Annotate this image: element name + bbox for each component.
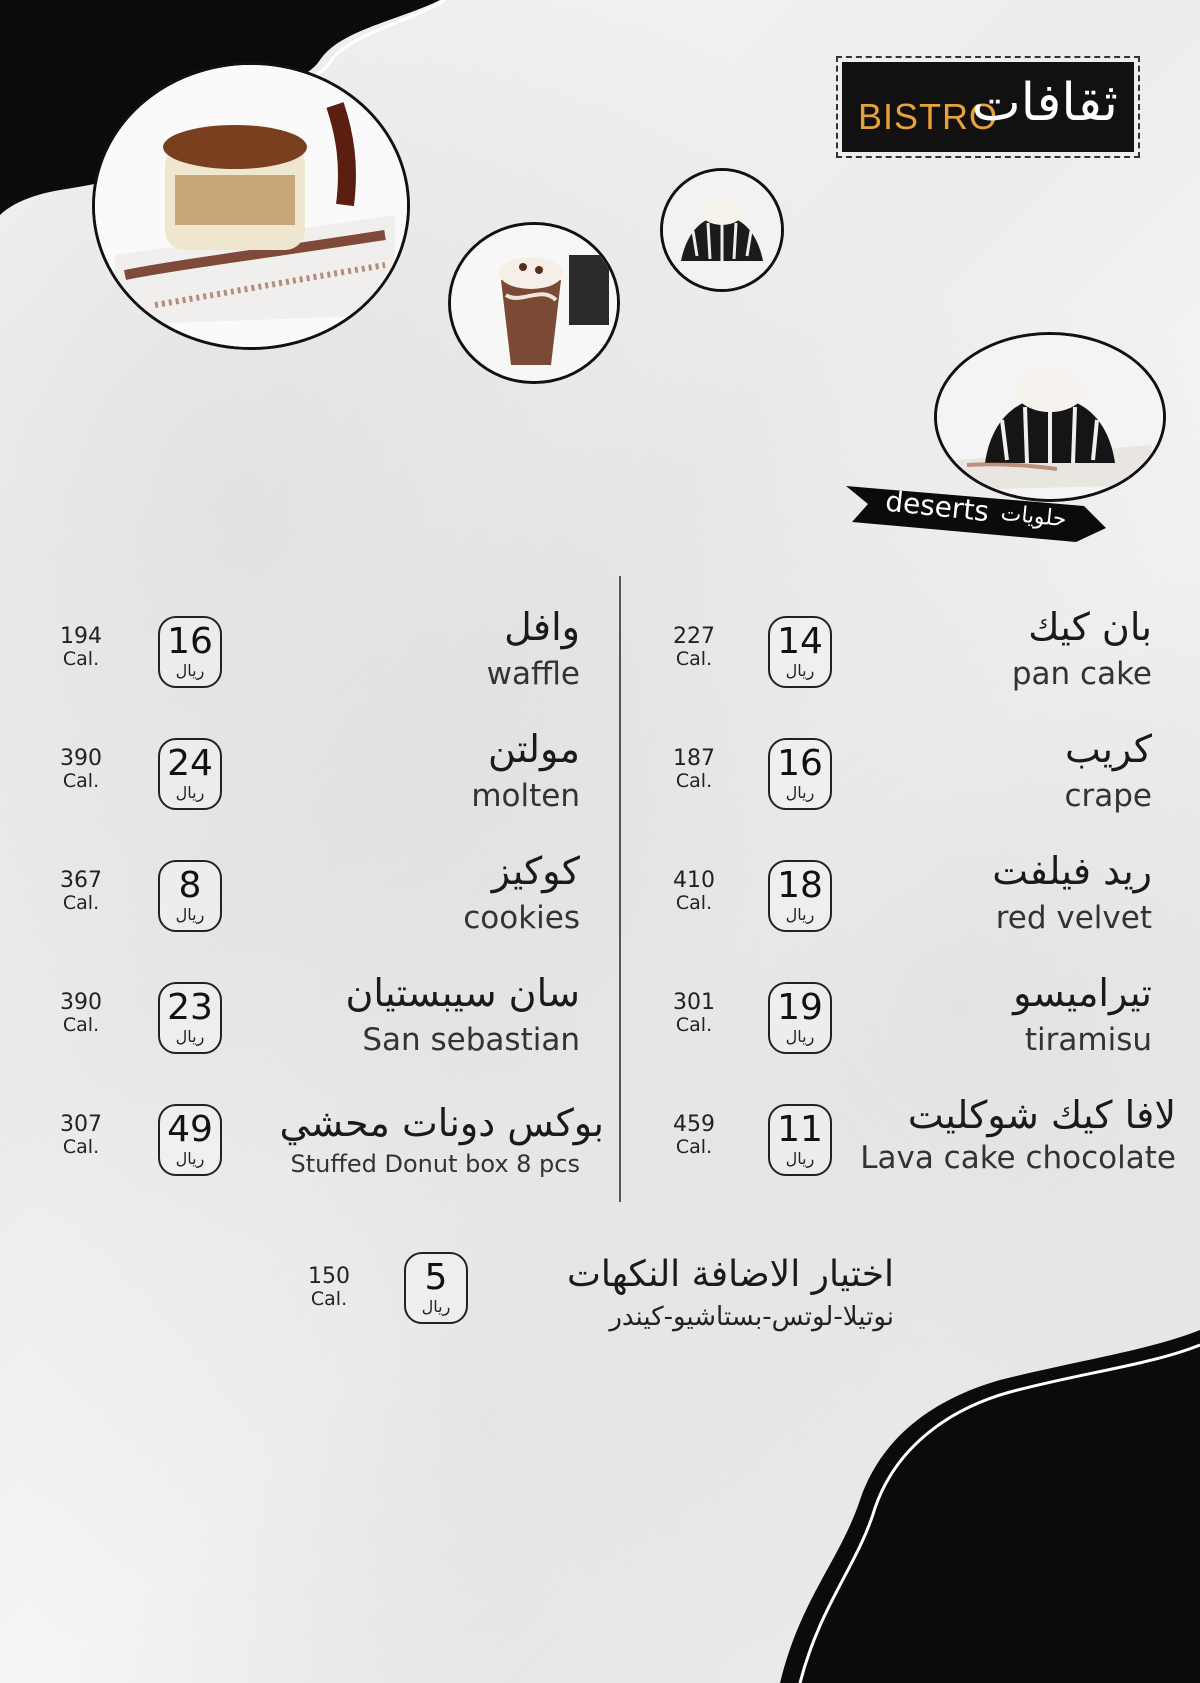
- addon-item: [480, 1250, 894, 1350]
- logo-panel: [842, 62, 1134, 152]
- item-name-english: San sebastian: [362, 1022, 580, 1058]
- price-badge: [404, 1252, 468, 1324]
- price-value: 19: [777, 987, 823, 1028]
- calorie-unit: Cal.: [62, 1136, 100, 1158]
- calorie-unit: Cal.: [675, 770, 713, 792]
- calorie-count: [46, 992, 116, 1036]
- item-name-english: molten: [471, 778, 580, 814]
- price-currency: ريال: [421, 1297, 451, 1316]
- price-value: 5: [424, 1257, 448, 1298]
- item-name-english: waffle: [486, 656, 580, 692]
- calorie-count: [659, 1114, 729, 1158]
- price-value: 16: [777, 743, 823, 784]
- calorie-count: [46, 748, 116, 792]
- price-value: 23: [167, 987, 213, 1028]
- price-value: 24: [167, 743, 213, 784]
- price-badge: [768, 860, 832, 932]
- section-title-english: deserts: [883, 484, 991, 528]
- item-name-arabic: كوكيز: [491, 849, 580, 893]
- menu-item-name: [836, 1090, 1176, 1190]
- menu-item-name: [240, 1098, 604, 1198]
- addon-flavors: نوتيلا-لوتس-بستاشيو-كيندر: [609, 1302, 894, 1332]
- menu-item-name: [240, 724, 580, 824]
- tiramisu-illustration: [95, 65, 407, 347]
- price-currency: ريال: [175, 783, 205, 802]
- calorie-value: 390: [60, 746, 102, 771]
- item-name-arabic: بوكس دونات محشي: [279, 1101, 604, 1145]
- price-currency: ريال: [785, 1149, 815, 1168]
- calorie-count: [659, 870, 729, 914]
- item-name-arabic: بان كيك: [1028, 605, 1152, 649]
- calorie-unit: Cal.: [62, 892, 100, 914]
- item-name-arabic: ريد فيلفت: [992, 849, 1152, 893]
- calorie-value: 301: [673, 990, 715, 1015]
- item-name-english: Lava cake chocolate: [860, 1140, 1176, 1176]
- price-value: 16: [167, 621, 213, 662]
- item-name-arabic: تيراميسو: [1013, 971, 1152, 1015]
- calorie-unit: Cal.: [62, 648, 100, 670]
- calorie-value: 227: [673, 624, 715, 649]
- bundt-cake-large-illustration: [937, 335, 1163, 499]
- price-badge: [158, 982, 222, 1054]
- addon-title: اختيار الاضافة النكهات: [567, 1254, 894, 1295]
- milkshake-photo: [448, 222, 620, 384]
- price-badge: [158, 616, 222, 688]
- tiramisu-photo: [92, 62, 410, 350]
- item-name-arabic: سان سيبستيان: [345, 971, 580, 1015]
- milkshake-illustration: [451, 225, 617, 381]
- section-title-arabic: حلويات: [999, 500, 1068, 532]
- calorie-count: [294, 1266, 364, 1310]
- section-ribbon: [846, 478, 1106, 542]
- calorie-unit: Cal.: [675, 1014, 713, 1036]
- calorie-unit: Cal.: [62, 770, 100, 792]
- calorie-value: 307: [60, 1112, 102, 1137]
- price-currency: ريال: [785, 783, 815, 802]
- calorie-unit: Cal.: [675, 892, 713, 914]
- calorie-unit: Cal.: [62, 1014, 100, 1036]
- bistro-logo: [836, 56, 1140, 158]
- calorie-value: 410: [673, 868, 715, 893]
- price-badge: [158, 1104, 222, 1176]
- price-badge: [768, 1104, 832, 1176]
- calorie-count: [659, 626, 729, 670]
- price-value: 49: [167, 1109, 213, 1150]
- calorie-unit: Cal.: [675, 648, 713, 670]
- calorie-value: 459: [673, 1112, 715, 1137]
- bundt-cake-small-photo: [660, 168, 784, 292]
- price-currency: ريال: [785, 1027, 815, 1046]
- calorie-value: 150: [308, 1264, 350, 1289]
- item-name-arabic: مولتن: [488, 727, 580, 771]
- price-badge: [768, 616, 832, 688]
- item-name-arabic: وافل: [504, 605, 580, 649]
- price-badge: [768, 738, 832, 810]
- calorie-count: [46, 1114, 116, 1158]
- calorie-unit: Cal.: [310, 1288, 348, 1310]
- item-name-english: crape: [1064, 778, 1152, 814]
- price-currency: ريال: [175, 1027, 205, 1046]
- menu-item-name: [240, 846, 580, 946]
- calorie-unit: Cal.: [675, 1136, 713, 1158]
- price-value: 18: [777, 865, 823, 906]
- price-badge: [158, 860, 222, 932]
- logo-word: BISTRO: [858, 96, 999, 137]
- calorie-value: 367: [60, 868, 102, 893]
- column-divider: [619, 576, 621, 1202]
- calorie-value: 187: [673, 746, 715, 771]
- price-currency: ريال: [175, 661, 205, 680]
- price-currency: ريال: [175, 1149, 205, 1168]
- calorie-count: [659, 992, 729, 1036]
- price-badge: [768, 982, 832, 1054]
- calorie-count: [46, 626, 116, 670]
- menu-item-name: [240, 602, 580, 702]
- calorie-count: [659, 748, 729, 792]
- item-name-arabic: كريب: [1065, 727, 1152, 771]
- price-badge: [158, 738, 222, 810]
- item-name-arabic: لافا كيك شوكليت: [907, 1093, 1176, 1137]
- logo-arabic: ثقافات: [971, 73, 1118, 133]
- item-name-english: red velvet: [995, 900, 1152, 936]
- calorie-value: 194: [60, 624, 102, 649]
- price-value: 8: [178, 865, 202, 906]
- bundt-cake-small-illustration: [663, 171, 781, 289]
- calorie-value: 390: [60, 990, 102, 1015]
- price-currency: ريال: [785, 661, 815, 680]
- menu-item-name: [240, 968, 580, 1068]
- item-name-english: pan cake: [1011, 656, 1152, 692]
- item-name-english: cookies: [463, 900, 580, 936]
- price-currency: ريال: [175, 905, 205, 924]
- price-currency: ريال: [785, 905, 815, 924]
- item-name-english: Stuffed Donut box 8 pcs: [290, 1150, 580, 1178]
- item-name-english: tiramisu: [1024, 1022, 1152, 1058]
- price-value: 11: [777, 1109, 823, 1150]
- price-value: 14: [777, 621, 823, 662]
- calorie-count: [46, 870, 116, 914]
